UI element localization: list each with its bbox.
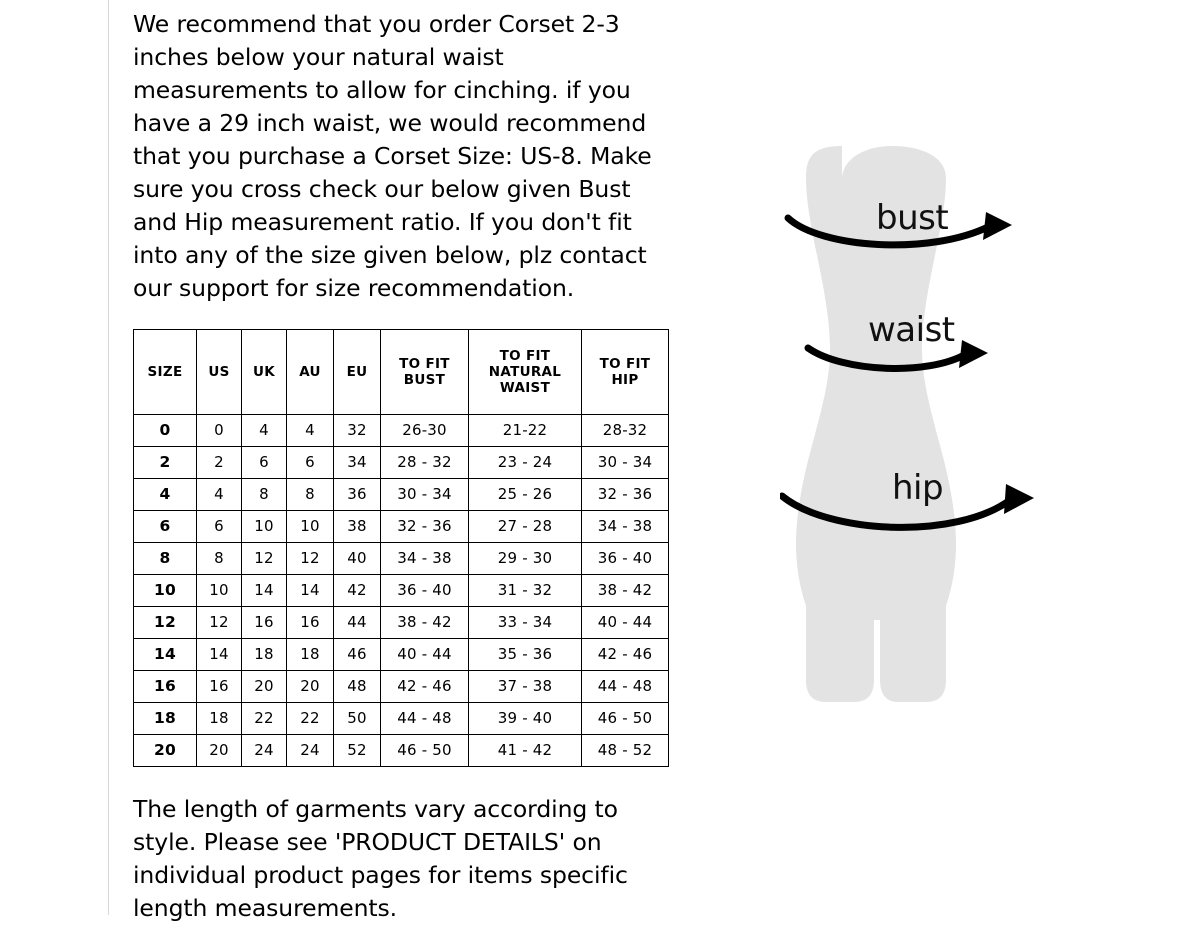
cell-au: 8 — [287, 478, 334, 510]
col-header-waist: TO FIT NATURAL WAIST — [469, 329, 582, 414]
cell-waist: 27 - 28 — [469, 510, 582, 542]
left-margin-rule — [108, 0, 109, 915]
cell-waist: 25 - 26 — [469, 478, 582, 510]
cell-au: 14 — [287, 574, 334, 606]
cell-size: 14 — [134, 638, 197, 670]
cell-hip: 40 - 44 — [582, 606, 669, 638]
cell-size: 4 — [134, 478, 197, 510]
cell-eu: 48 — [334, 670, 381, 702]
table-body — [134, 414, 669, 766]
cell-au: 4 — [287, 414, 334, 446]
cell-uk: 4 — [242, 414, 287, 446]
cell-us: 14 — [197, 638, 242, 670]
bust-label: bust — [876, 198, 949, 238]
text-and-table-column — [133, 0, 693, 948]
cell-waist: 35 - 36 — [469, 638, 582, 670]
cell-size: 12 — [134, 606, 197, 638]
cell-bust: 42 - 46 — [381, 670, 469, 702]
cell-uk: 18 — [242, 638, 287, 670]
cell-bust: 30 - 34 — [381, 478, 469, 510]
cell-size: 0 — [134, 414, 197, 446]
cell-waist: 23 - 24 — [469, 446, 582, 478]
cell-eu: 36 — [334, 478, 381, 510]
cell-au: 24 — [287, 734, 334, 766]
cell-bust: 46 - 50 — [381, 734, 469, 766]
cell-eu: 38 — [334, 510, 381, 542]
cell-uk: 10 — [242, 510, 287, 542]
table-row — [134, 734, 669, 766]
cell-bust: 36 - 40 — [381, 574, 469, 606]
cell-eu: 46 — [334, 638, 381, 670]
cell-eu: 34 — [334, 446, 381, 478]
cell-hip: 46 - 50 — [582, 702, 669, 734]
cell-size: 8 — [134, 542, 197, 574]
cell-uk: 20 — [242, 670, 287, 702]
cell-waist: 21-22 — [469, 414, 582, 446]
cell-size: 6 — [134, 510, 197, 542]
cell-bust: 38 - 42 — [381, 606, 469, 638]
cell-us: 0 — [197, 414, 242, 446]
cell-uk: 12 — [242, 542, 287, 574]
cell-hip: 30 - 34 — [582, 446, 669, 478]
cell-eu: 52 — [334, 734, 381, 766]
cell-size: 20 — [134, 734, 197, 766]
cell-bust: 28 - 32 — [381, 446, 469, 478]
cell-uk: 14 — [242, 574, 287, 606]
cell-hip: 36 - 40 — [582, 542, 669, 574]
cell-us: 6 — [197, 510, 242, 542]
cell-us: 4 — [197, 478, 242, 510]
cell-us: 10 — [197, 574, 242, 606]
size-chart-table — [133, 329, 669, 767]
cell-uk: 22 — [242, 702, 287, 734]
cell-us: 2 — [197, 446, 242, 478]
cell-waist: 39 - 40 — [469, 702, 582, 734]
cell-au: 16 — [287, 606, 334, 638]
cell-hip: 44 - 48 — [582, 670, 669, 702]
cell-uk: 8 — [242, 478, 287, 510]
cell-uk: 16 — [242, 606, 287, 638]
cell-hip: 28-32 — [582, 414, 669, 446]
table-row — [134, 542, 669, 574]
body-measurement-figure — [780, 120, 1110, 760]
cell-hip: 48 - 52 — [582, 734, 669, 766]
cell-bust: 34 - 38 — [381, 542, 469, 574]
col-header-us: US — [197, 329, 242, 414]
cell-us: 16 — [197, 670, 242, 702]
table-row — [134, 414, 669, 446]
col-header-au: AU — [287, 329, 334, 414]
intro-paragraph: We recommend that you order Corset 2-3 inches below your natural waist measurements to allow for cinching. if you have a 29 inch waist, we would recommend that you purchase a Corset Size: US-8. Make sure you cross check our below given Bust and Hip measurement ratio. If you don't fit into any of the size given below, plz contact our support for size recommendation. — [133, 10, 652, 302]
cell-size: 16 — [134, 670, 197, 702]
table-row — [134, 574, 669, 606]
col-header-size: SIZE — [134, 329, 197, 414]
cell-au: 6 — [287, 446, 334, 478]
table-row — [134, 510, 669, 542]
cell-size: 18 — [134, 702, 197, 734]
table-row — [134, 670, 669, 702]
hip-label: hip — [892, 468, 944, 508]
table-row — [134, 702, 669, 734]
cell-au: 22 — [287, 702, 334, 734]
cell-au: 10 — [287, 510, 334, 542]
cell-hip: 32 - 36 — [582, 478, 669, 510]
cell-au: 18 — [287, 638, 334, 670]
cell-eu: 32 — [334, 414, 381, 446]
table-row — [134, 606, 669, 638]
outro-paragraph: The length of garments vary according to style. Please see 'PRODUCT DETAILS' on individual product pages for items specific length measurements. — [133, 794, 628, 922]
cell-waist: 31 - 32 — [469, 574, 582, 606]
cell-size: 2 — [134, 446, 197, 478]
cell-bust: 32 - 36 — [381, 510, 469, 542]
cell-bust: 44 - 48 — [381, 702, 469, 734]
cell-hip: 42 - 46 — [582, 638, 669, 670]
cell-bust: 26-30 — [381, 414, 469, 446]
cell-size: 10 — [134, 574, 197, 606]
table-row — [134, 446, 669, 478]
cell-eu: 44 — [334, 606, 381, 638]
col-header-hip: TO FIT HIP — [582, 329, 669, 414]
cell-uk: 6 — [242, 446, 287, 478]
cell-hip: 38 - 42 — [582, 574, 669, 606]
cell-eu: 42 — [334, 574, 381, 606]
cell-waist: 33 - 34 — [469, 606, 582, 638]
col-header-bust: TO FIT BUST — [381, 329, 469, 414]
cell-au: 20 — [287, 670, 334, 702]
cell-bust: 40 - 44 — [381, 638, 469, 670]
cell-us: 20 — [197, 734, 242, 766]
cell-us: 8 — [197, 542, 242, 574]
table-header-row — [134, 329, 669, 414]
table-row — [134, 638, 669, 670]
cell-waist: 41 - 42 — [469, 734, 582, 766]
cell-eu: 50 — [334, 702, 381, 734]
table-row — [134, 478, 669, 510]
waist-label: waist — [868, 310, 955, 350]
cell-waist: 37 - 38 — [469, 670, 582, 702]
cell-au: 12 — [287, 542, 334, 574]
cell-waist: 29 - 30 — [469, 542, 582, 574]
cell-uk: 24 — [242, 734, 287, 766]
cell-us: 12 — [197, 606, 242, 638]
cell-us: 18 — [197, 702, 242, 734]
cell-eu: 40 — [334, 542, 381, 574]
col-header-eu: EU — [334, 329, 381, 414]
cell-hip: 34 - 38 — [582, 510, 669, 542]
col-header-uk: UK — [242, 329, 287, 414]
